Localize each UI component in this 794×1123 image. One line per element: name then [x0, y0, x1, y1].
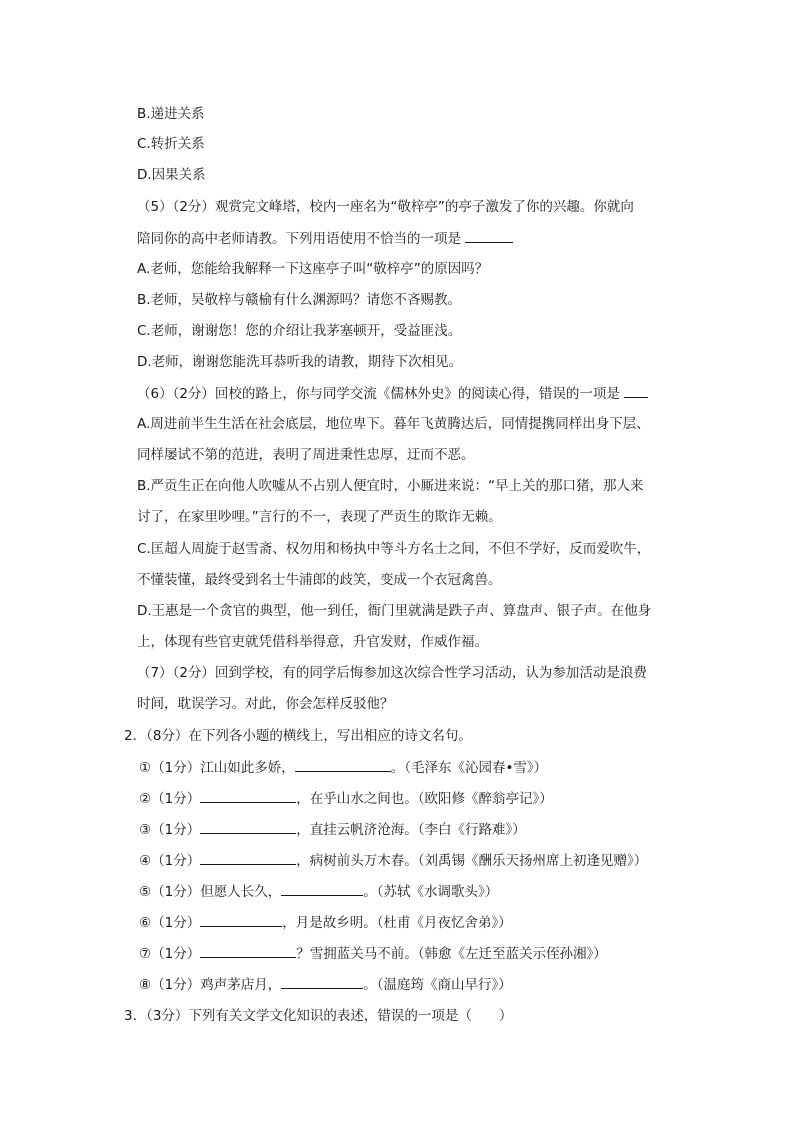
- option-b: B.递进关系: [137, 106, 205, 122]
- q3-stem: 3．（3分）下列有关文学文化知识的表述，错误的一项是（ ）: [124, 1008, 513, 1024]
- q5-stem-line2: [137, 228, 513, 249]
- q2-item-suffix: ，月是故乡明。（杜甫《月夜忆舍弟》）: [282, 915, 512, 931]
- q7-stem-line1: （7）（2分）回到学校，有的同学后悔参加这次综合性学习活动，认为参加活动是浪费: [137, 665, 647, 681]
- q6-option-c-line1: C.匡超人周旋于赵雪斋、权勿用和杨执中等斗方名士之间，不但不学好，反而爱吹牛，: [137, 541, 651, 557]
- q2-item-prefix: ④（1分）: [139, 853, 201, 869]
- q2-item-prefix: ⑧（1分）鸡声茅店月，: [139, 977, 282, 993]
- answer-blank[interactable]: [281, 974, 363, 989]
- q6-stem-text: （6）（2分）回校的路上，你与同学交流《儒林外史》的阅读心得，错误的一项是: [137, 386, 625, 402]
- answer-blank[interactable]: [465, 228, 513, 243]
- q2-item-3: [139, 819, 526, 840]
- q2-item-6: [139, 912, 512, 933]
- answer-blank[interactable]: [200, 819, 296, 834]
- option-c: C.转折关系: [137, 136, 205, 152]
- q2-item-suffix: 。（温庭筠《商山早行》）: [363, 977, 512, 993]
- q2-item-prefix: ⑤（1分）但愿人长久，: [139, 884, 282, 900]
- q2-item-2: [139, 788, 553, 809]
- q6-option-b-line2: 讨了，在家里吵哩。”言行的不一，表现了严贡生的欺诈无赖。: [137, 509, 502, 525]
- q6-stem: [137, 383, 648, 404]
- q2-item-suffix: ，直挂云帆济沧海。（李白《行路难》）: [296, 822, 526, 838]
- q5-stem-text: 陪同你的高中老师请教。下列用语使用不恰当的一项是: [137, 231, 466, 247]
- q5-option-d: D.老师，谢谢您能洗耳恭听我的请教，期待下次相见。: [137, 354, 463, 370]
- q2-item-suffix: ？雪拥蓝关马不前。（韩愈《左迁至蓝关示侄孙湘》）: [296, 946, 607, 962]
- q6-option-a-line2: 同样屡试不第的范进，表明了周进秉性忠厚，迂而不恶。: [137, 447, 475, 463]
- q2-item-suffix: ，在乎山水之间也。（欧阳修《醉翁亭记》）: [296, 791, 553, 807]
- q2-item-suffix: 。（毛泽东《沁园春•雪》）: [390, 760, 548, 776]
- answer-blank[interactable]: [295, 757, 391, 772]
- q6-option-d-line2: 上，体现有些官吏就凭借科举得意，升官发财，作威作福。: [137, 634, 488, 650]
- q2-item-7: [139, 943, 607, 964]
- q6-option-d-line1: D.王惠是一个贪官的典型，他一到任，衙门里就满是跌子声、算盘声、银子声。在他身: [137, 603, 652, 619]
- q2-item-8: [139, 974, 512, 995]
- q2-item-prefix: ③（1分）: [139, 822, 201, 838]
- q2-item-suffix: 。（苏轼《水调歌头》）: [363, 884, 499, 900]
- answer-blank[interactable]: [281, 881, 363, 896]
- answer-blank[interactable]: [200, 788, 296, 803]
- q2-item-suffix: ，病树前头万木春。（刘禹锡《酬乐天扬州席上初逢见赠》）: [296, 853, 648, 869]
- q2-item-prefix: ⑥（1分）: [139, 915, 201, 931]
- q5-stem-line1: （5）（2分）观赏完文峰塔，校内一座名为“敬梓亭”的亭子激发了你的兴趣。你就向: [137, 199, 634, 215]
- option-d: D.因果关系: [137, 167, 206, 183]
- q2-item-prefix: ②（1分）: [139, 791, 201, 807]
- answer-blank[interactable]: [200, 912, 282, 927]
- q2-item-5: [139, 881, 498, 902]
- q6-option-a-line1: A.周进前半生生活在社会底层，地位卑下。暮年飞黄腾达后，同情提携同样出身下层、: [137, 416, 650, 432]
- answer-blank[interactable]: [624, 383, 648, 398]
- q6-option-b-line1: B.严贡生正在向他人吹嘘从不占别人便宜时，小厮进来说：“早上关的那口猪，那人来: [137, 478, 644, 494]
- q5-option-c: C.老师，谢谢您！您的介绍让我茅塞顿开，受益匪浅。: [137, 323, 462, 339]
- q2-stem: 2．（8分）在下列各小题的横线上，写出相应的诗文名句。: [124, 728, 472, 744]
- answer-blank[interactable]: [200, 850, 296, 865]
- q2-item-prefix: ①（1分）江山如此多娇，: [139, 760, 295, 776]
- q5-option-b: B.老师，吴敬梓与赣榆有什么渊源吗？请您不吝赐教。: [137, 292, 462, 308]
- q7-stem-line2: 时间，耽误学习。对此，你会怎样反驳他？: [137, 696, 394, 712]
- q2-item-prefix: ⑦（1分）: [139, 946, 201, 962]
- q2-item-1: [139, 757, 547, 778]
- answer-blank[interactable]: [200, 943, 296, 958]
- q2-item-4: [139, 850, 647, 871]
- q6-option-c-line2: 不懂装懂，最终受到名士牛浦郎的歧笑，变成一个衣冠禽兽。: [137, 572, 502, 588]
- q5-option-a: A.老师，您能给我解释一下这座亭子叫“敬梓亭”的原因吗？: [137, 261, 489, 277]
